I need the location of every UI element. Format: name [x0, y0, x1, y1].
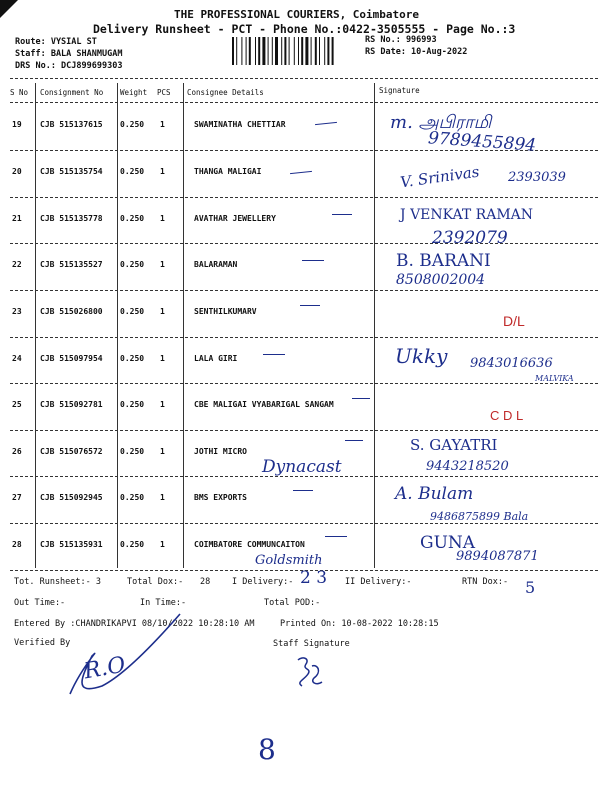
row-sno: 21 — [12, 214, 22, 223]
signature-phone: 9843016636 — [470, 356, 553, 371]
col-divider — [117, 83, 118, 568]
out-time-label: Out Time:- — [14, 598, 66, 608]
row-pcs: 1 — [160, 447, 165, 456]
table-top-rule — [10, 78, 598, 79]
row-separator — [10, 430, 598, 431]
col-header-weight: Weight — [120, 88, 148, 97]
row-weight: 0.250 — [120, 447, 145, 456]
row-pcs: 1 — [160, 400, 165, 409]
delivery-status-mark: D/L — [503, 313, 525, 329]
row-consignment-no: CJB 515135931 — [40, 540, 103, 549]
verifier-signature-image — [62, 606, 187, 701]
delivery-status-mark: C D L — [490, 408, 524, 423]
signature-handwriting: V. Srinivas — [399, 162, 481, 192]
signature-handwriting: S. GAYATRI — [410, 436, 498, 454]
row-consignment-no: CJB 515135527 — [40, 260, 103, 269]
signature-handwriting: m. அபிராமி — [390, 112, 492, 133]
signature-phone: 9789455894 — [427, 128, 537, 156]
tick-mark — [315, 122, 337, 125]
row-consignee: SENTHILKUMARV — [194, 307, 257, 316]
staff-signature-image — [292, 652, 326, 692]
row-pcs: 1 — [160, 214, 165, 223]
signature-handwriting: Ukky — [395, 344, 448, 368]
total-dox-label: Total Dox:- — [127, 577, 184, 587]
col-divider — [374, 83, 375, 568]
col-header-consignment: Consignment No — [40, 88, 104, 97]
rs-number: RS No.: 996993 — [365, 35, 437, 45]
table-header-rule — [10, 102, 598, 103]
i-delivery-count: 2 3 — [300, 568, 328, 588]
row-separator — [10, 337, 598, 338]
row-pcs: 1 — [160, 540, 165, 549]
total-pod-label: Total POD:- — [264, 598, 321, 608]
row-consignment-no: CJB 515135754 — [40, 167, 103, 176]
row-pcs: 1 — [160, 260, 165, 269]
signature-handwriting: J VENKAT RAMAN — [400, 207, 534, 223]
signature-phone: 2393039 — [508, 170, 566, 185]
signature-phone: 9443218520 — [426, 459, 509, 474]
col-header-signature: Signature — [379, 86, 420, 95]
tick-mark — [263, 354, 285, 355]
col-header-consignee: Consignee Details — [187, 88, 264, 97]
row-consignee: BMS EXPORTS — [194, 493, 247, 502]
row-weight: 0.250 — [120, 120, 145, 129]
tick-mark — [325, 536, 347, 537]
row-consignee: COIMBATORE COMMUNCAITON — [194, 540, 305, 549]
row-pcs: 1 — [160, 354, 165, 363]
tick-mark — [290, 171, 312, 174]
col-divider — [35, 83, 36, 568]
route-label: Route: VYSIAL ST — [15, 37, 97, 47]
row-consignee: THANGA MALIGAI — [194, 167, 262, 176]
row-sno: 27 — [12, 493, 22, 502]
signature-phone: 9894087871 — [456, 549, 539, 564]
row-weight: 0.250 — [120, 493, 145, 502]
col-header-sno: S No — [10, 88, 29, 97]
handwritten-note: Dynacast — [262, 457, 342, 477]
row-separator — [10, 243, 598, 244]
page-mark: 8 — [258, 733, 276, 766]
row-separator — [10, 197, 598, 198]
row-sno: 19 — [12, 120, 22, 129]
row-weight: 0.250 — [120, 167, 145, 176]
entered-by: Entered By :CHANDRIKAPVI 08/10/2022 10:28:10 AM — [14, 619, 255, 629]
runsheet-title: Delivery Runsheet - PCT - Phone No.:0422-3505555 - Page No.:3 — [93, 22, 516, 36]
total-dox-value: 28 — [200, 577, 211, 587]
tick-mark — [293, 490, 313, 491]
signature-handwriting: GUNA — [420, 533, 476, 553]
signature-phone: 9486875899 Bala — [430, 510, 529, 523]
signature-handwriting: A. Bulam — [395, 484, 474, 504]
row-weight: 0.250 — [120, 260, 145, 269]
tick-mark — [332, 214, 352, 215]
in-time-label: In Time:- — [140, 598, 187, 608]
row-sno: 25 — [12, 400, 22, 409]
row-pcs: 1 — [160, 120, 165, 129]
rtn-dox-count: 5 — [525, 578, 536, 597]
staff-signature-label: Staff Signature — [273, 639, 350, 649]
handwritten-note: Goldsmith — [255, 553, 323, 568]
row-sno: 26 — [12, 447, 22, 456]
row-weight: 0.250 — [120, 214, 145, 223]
row-weight: 0.250 — [120, 400, 145, 409]
rtn-dox-label: RTN Dox:- — [462, 577, 509, 587]
company-title: THE PROFESSIONAL COURIERS, Coimbatore — [174, 8, 420, 21]
col-header-pcs: PCS — [157, 88, 171, 97]
row-consignee: LALA GIRI — [194, 354, 238, 363]
verifier-initials: R.O — [82, 652, 128, 685]
row-consignment-no: CJB 515097954 — [40, 354, 103, 363]
row-consignee: SWAMINATHA CHETTIAR — [194, 120, 286, 129]
signature-phone: 2392079 — [432, 228, 508, 248]
tick-mark — [300, 305, 320, 306]
row-sno: 24 — [12, 354, 22, 363]
printed-on: Printed On: 10-08-2022 10:28:15 — [280, 619, 439, 629]
row-pcs: 1 — [160, 167, 165, 176]
signature-name: MALVIKA — [535, 374, 574, 383]
row-weight: 0.250 — [120, 307, 145, 316]
tick-mark — [345, 440, 363, 441]
signature-handwriting: B. BARANI — [396, 251, 491, 271]
row-consignment-no: CJB 515092945 — [40, 493, 103, 502]
row-separator — [10, 290, 598, 291]
staff-label: Staff: BALA SHANMUGAM — [15, 49, 123, 59]
row-consignment-no: CJB 515135778 — [40, 214, 103, 223]
row-sno: 22 — [12, 260, 22, 269]
row-consignment-no: CJB 515092781 — [40, 400, 103, 409]
barcode-image — [232, 37, 358, 65]
scan-corner-mark — [0, 0, 18, 18]
rs-date: RS Date: 10-Aug-2022 — [365, 47, 468, 57]
tick-mark — [302, 260, 324, 261]
col-divider — [183, 83, 184, 568]
tick-mark — [352, 398, 370, 399]
row-separator — [10, 523, 598, 524]
tot-runsheet: Tot. Runsheet:- 3 — [14, 577, 101, 587]
row-consignee: BALARAMAN — [194, 260, 238, 269]
row-consignee: AVATHAR JEWELLERY — [194, 214, 276, 223]
ii-delivery-label: II Delivery:- — [345, 577, 412, 587]
row-sno: 23 — [12, 307, 22, 316]
row-sno: 20 — [12, 167, 22, 176]
row-consignment-no: CJB 515026800 — [40, 307, 103, 316]
row-consignee: JOTHI MICRO — [194, 447, 247, 456]
row-consignment-no: CJB 515137615 — [40, 120, 103, 129]
i-delivery-label: I Delivery:- — [232, 577, 294, 587]
drs-number: DRS No.: DCJ899699303 — [15, 61, 123, 71]
signature-phone: 8508002004 — [396, 272, 486, 288]
row-weight: 0.250 — [120, 354, 145, 363]
row-pcs: 1 — [160, 493, 165, 502]
row-consignee: CBE MALIGAI VYABARIGAL SANGAM — [194, 400, 334, 409]
row-separator — [10, 383, 598, 384]
row-consignment-no: CJB 515076572 — [40, 447, 103, 456]
row-pcs: 1 — [160, 307, 165, 316]
verified-by-label: Verified By — [14, 638, 71, 648]
row-sno: 28 — [12, 540, 22, 549]
row-weight: 0.250 — [120, 540, 145, 549]
